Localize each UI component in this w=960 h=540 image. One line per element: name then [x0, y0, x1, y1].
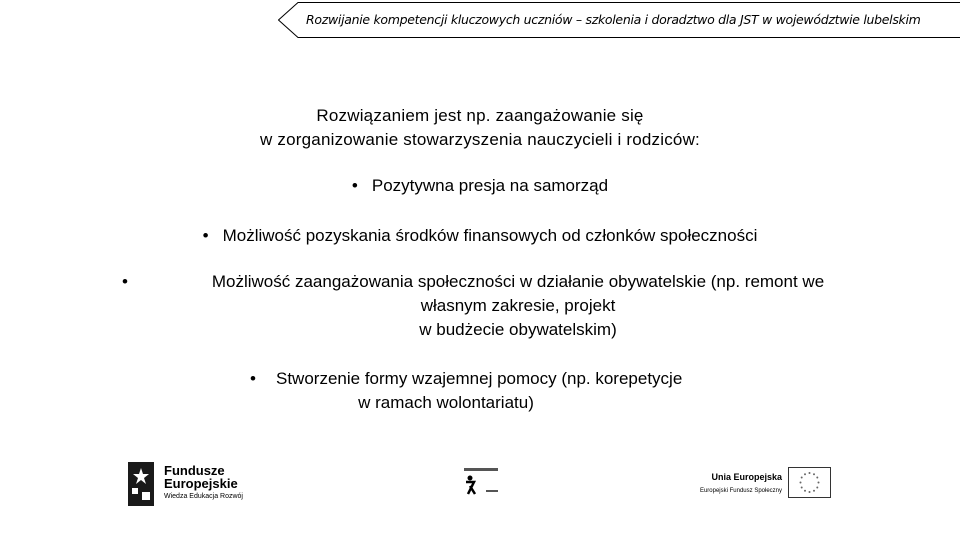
fe-line-1: Fundusze — [164, 463, 225, 478]
header-text: Rozwijanie kompetencji kluczowych uczniów – szkolenia i doradztwo dla JST w województwie lubelskim — [306, 12, 921, 27]
ue-line-1: Unia Europejska — [711, 472, 782, 482]
bullet-text-line-3: w budżecie obywatelskim) — [419, 320, 617, 339]
fe-subtitle: Wiedza Edukacja Rozwój — [164, 493, 243, 500]
bullet-item-1 — [0, 174, 960, 198]
person-icon — [462, 466, 502, 496]
title-line-1: Rozwiązaniem jest np. zaangażowanie się — [316, 106, 644, 125]
fe-line-2: Europejskie — [164, 476, 238, 491]
center-logo — [462, 466, 506, 496]
bullet-symbol: • — [202, 226, 209, 245]
bullet-item-3 — [158, 270, 878, 342]
bullet-text-line-2: własnym zakresie, projekt — [420, 296, 616, 315]
bullet-item-4 — [276, 367, 756, 415]
bullet-symbol: • — [351, 176, 358, 195]
bullet-text-line-1: Możliwość zaangażowania społeczności w działanie obywatelskie (np. remont we — [211, 272, 825, 291]
title-line-2: w zorganizowanie stowarzyszenia nauczycieli i rodziców: — [260, 130, 700, 149]
bullet-symbol: • — [122, 272, 128, 291]
bullet-text: Pozytywna presja na samorząd — [371, 176, 609, 195]
bullet-text: Możliwość pozyskania środków finansowych od członków społeczności — [222, 226, 758, 245]
bullet-text-line-1: Stworzenie formy wzajemnej pomocy (np. korepetycje — [276, 369, 683, 388]
fe-star-icon — [128, 462, 156, 506]
slide-title — [0, 104, 960, 152]
unia-europejska-logo — [686, 466, 834, 500]
fundusze-europejskie-logo — [128, 460, 268, 508]
bullet-text-line-2: w ramach wolontariatu) — [358, 393, 534, 412]
ue-subtitle: Europejski Fundusz Społeczny — [699, 488, 782, 494]
header-banner — [278, 2, 960, 38]
eu-flag-icon — [788, 467, 832, 499]
bullet-symbol: • — [250, 369, 256, 388]
bullet-item-2 — [0, 224, 960, 248]
